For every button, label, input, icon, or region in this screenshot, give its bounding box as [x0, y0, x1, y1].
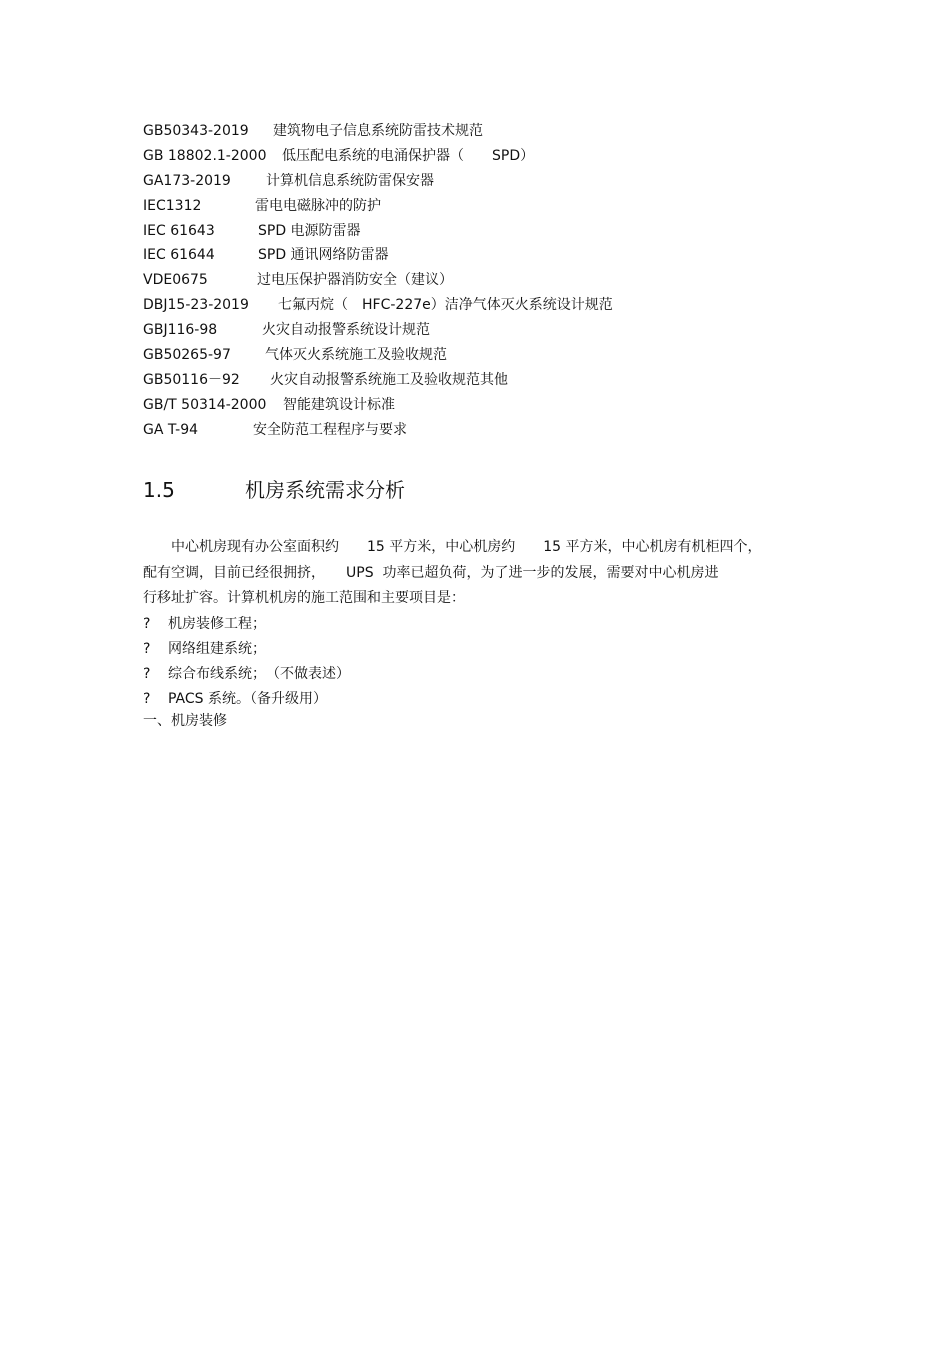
list-item-text: 网络组建系统；	[168, 641, 266, 657]
standard-title: 过电压保护器消防安全（建议）	[257, 272, 453, 289]
standard-title: 低压配电系统的电涌保护器（ SPD）	[282, 147, 535, 164]
standard-code: DBJ15-23-2019	[143, 297, 249, 314]
standard-code: GBJ116-98	[143, 322, 218, 339]
standard-title: 七氟丙烷（ HFC-227e）洁净气体灭火系统设计规范	[278, 297, 613, 314]
paragraph-line: 配有空调，目前已经很拥挤， UPS 功率已超负荷，为了进一步的发展，需要对中心机房进	[143, 565, 719, 581]
standard-title: 气体灭火系统施工及验收规范	[265, 347, 447, 364]
bullet-marker: ?	[143, 616, 151, 632]
standard-code: VDE0675	[143, 272, 208, 289]
paragraph-line: 中心机房现有办公室面积约 15 平方米，中心机房约 15 平方米，中心机房有机柜四个，	[143, 539, 762, 555]
standard-title: 火灾自动报警系统设计规范	[262, 322, 430, 339]
standard-code: GB50116－92	[143, 371, 240, 388]
standard-title: 计算机信息系统防雷保安器	[266, 172, 434, 189]
list-item-text: 综合布线系统； （不做表述）	[168, 666, 350, 682]
standard-code: GA T-94	[143, 421, 199, 438]
standard-title: SPD 通讯网络防雷器	[258, 247, 389, 264]
bullet-marker: ?	[143, 641, 151, 657]
standard-title: 火灾自动报警系统施工及验收规范其他	[270, 371, 508, 388]
list-item-text: PACS 系统。（备升级用）	[168, 691, 327, 707]
standard-code: GA173-2019	[143, 172, 231, 189]
standard-title: SPD 电源防雷器	[258, 222, 361, 239]
subheading: 一、机房装修	[143, 713, 227, 729]
standard-code: GB/T 50314-2000	[143, 396, 267, 413]
standard-title: 安全防范工程程序与要求	[253, 421, 407, 438]
standard-code: GB50265-97	[143, 347, 231, 364]
standard-code: IEC1312	[143, 197, 202, 214]
standard-code: IEC 61643	[143, 222, 215, 239]
section-title: 机房系统需求分析	[245, 478, 405, 502]
standard-title: 建筑物电子信息系统防雷技术规范	[273, 123, 483, 139]
bullet-marker: ?	[143, 691, 151, 707]
standard-title: 雷电电磁脉冲的防护	[255, 197, 381, 214]
bullet-marker: ?	[143, 666, 151, 682]
standard-title: 智能建筑设计标准	[283, 396, 395, 413]
standard-code: GB50343-2019	[143, 123, 249, 139]
standard-code: IEC 61644	[143, 247, 215, 264]
paragraph-line: 行移址扩容。计算机机房的施工范围和主要项目是：	[143, 590, 465, 606]
standard-code: GB 18802.1-2000	[143, 147, 267, 164]
section-number: 1.5	[143, 478, 175, 502]
list-item-text: 机房装修工程；	[168, 616, 266, 632]
